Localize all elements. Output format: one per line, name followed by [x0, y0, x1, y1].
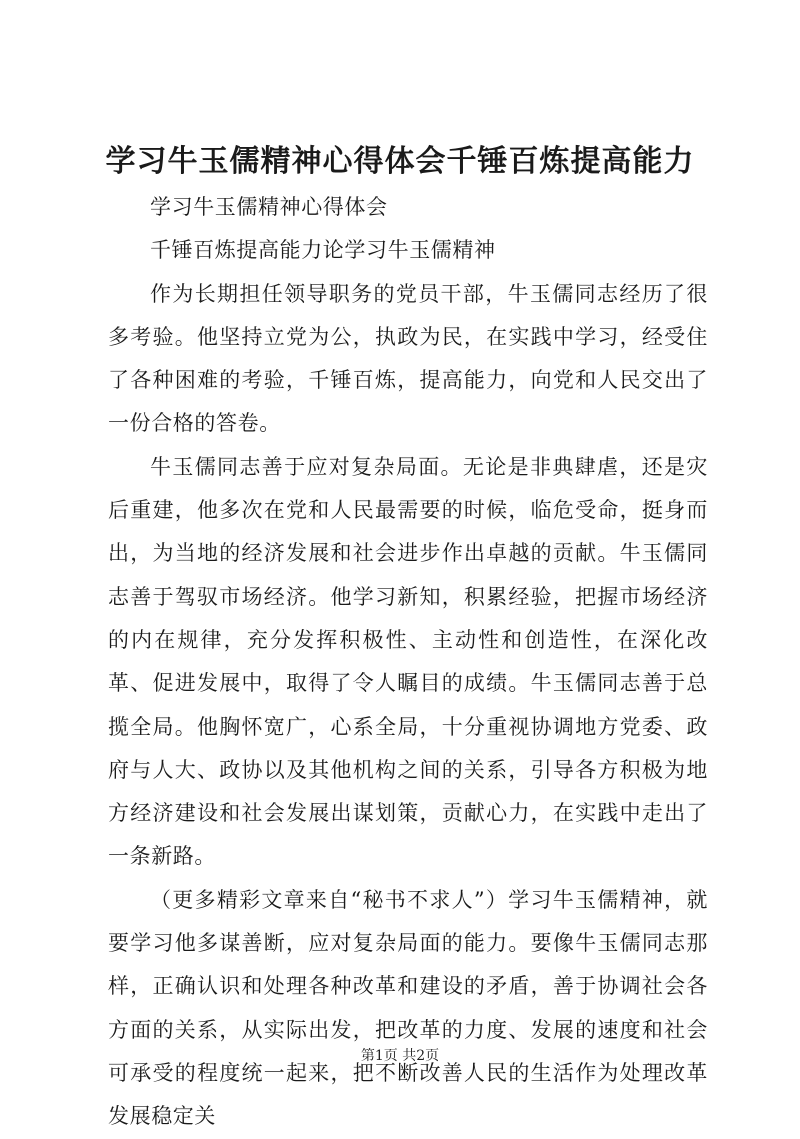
body-paragraph: 牛玉儒同志善于应对复杂局面。无论是非典肆虐，还是灾后重建，他多次在党和人民最需要的时候，临危受命，挺身而出，为当地的经济发展和社会进步作出卓越的贡献。牛玉儒同志善于驾驭市场经济。他学习新知，积累经验，把握市场经济的内在规律，充分发挥积极性、主动性和创造性，在深化改革、促进发展中，取得了令人瞩目的成绩。牛玉儒同志善于总揽全局。他胸怀宽广，心系全局，十分重视协调地方党委、政府与人大、政协以及其他机构之间的关系，引导各方积极为地方经济建设和社会发展出谋划策，贡献心力，在实践中走出了一条新路。 [108, 454, 708, 869]
body-paragraph: （更多精彩文章来自“秘书不求人”）学习牛玉儒精神，就要学习他多谋善断，应对复杂局面的能力。要像牛玉儒同志那样，正确认识和处理各种改革和建设的矛盾，善于协调社会各方面的关系，从实际出发，把改革的力度、发展的速度和社会可承受的程度统一起来，把不断改善人民的生活作为处理改革发展稳定关 [108, 887, 708, 1129]
body-paragraph: 作为长期担任领导职务的党员干部，牛玉儒同志经历了很多考验。他坚持立党为公，执政为民，在实践中学习，经受住了各种困难的考验，千锤百炼，提高能力，向党和人民交出了一份合格的答卷。 [108, 281, 708, 436]
page-footer: 第1页 共2页 [360, 1048, 440, 1064]
document-body [108, 186, 708, 1139]
subheading-paragraph: 千锤百炼提高能力论学习牛玉儒精神 [150, 238, 496, 263]
document-title: 学习牛玉儒精神心得体会千锤百炼提高能力 [105, 144, 695, 179]
subtitle-paragraph: 学习牛玉儒精神心得体会 [150, 195, 388, 219]
